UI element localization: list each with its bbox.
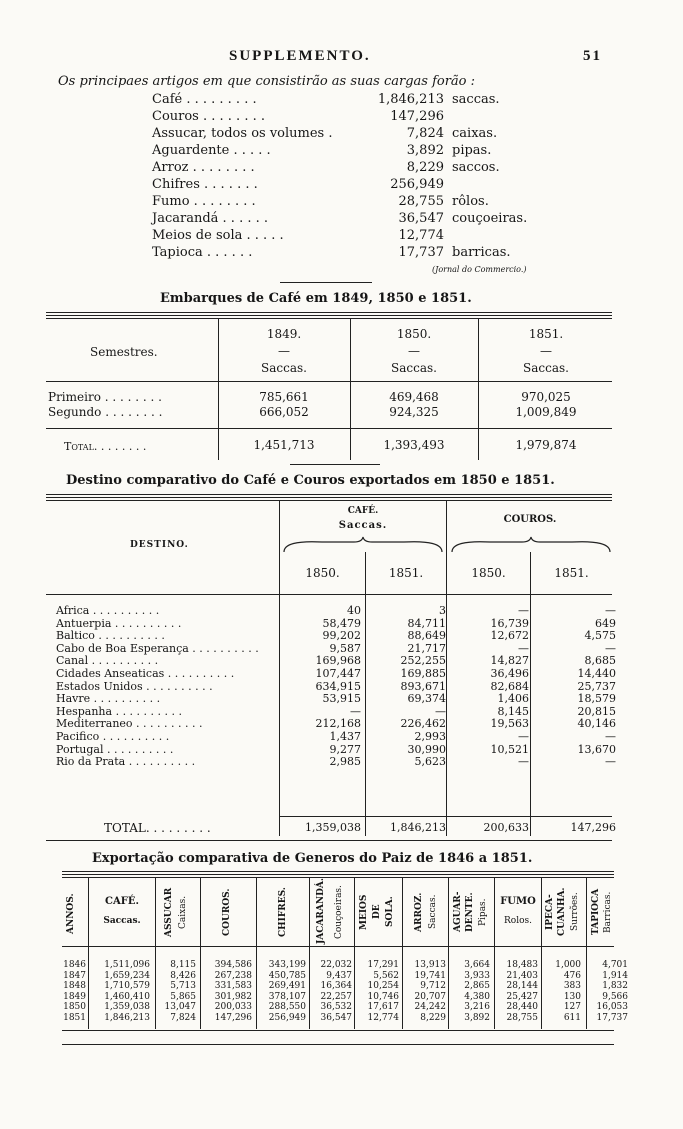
assucar-column <box>158 960 196 1024</box>
table-cell: 256,949 <box>268 1012 306 1023</box>
table-cell: 450,785 <box>268 970 306 981</box>
table-rule <box>62 871 614 875</box>
table-cell: 301,982 <box>214 991 252 1002</box>
table-row-label: Primeiro . . . . . . . . <box>48 390 162 404</box>
cargo-item-value: 256,949 <box>390 177 444 192</box>
table-cell: 4,575 <box>584 629 616 643</box>
cafe-1850-column <box>280 605 361 769</box>
couros-column <box>204 960 252 1024</box>
table-cell: 18,579 <box>577 692 616 706</box>
destination-name: Estados Unidos . . . . . . . . . . <box>56 679 213 693</box>
column-rule <box>354 877 355 1029</box>
table-cell: 1,000 <box>555 960 581 970</box>
year-header: 1850. <box>471 566 506 580</box>
table-cell: 16,739 <box>490 616 529 630</box>
cargo-item-value: 17,737 <box>398 245 444 260</box>
table-cell: 394,586 <box>214 960 252 970</box>
destination-name: Cabo de Boa Esperança . . . . . . . . . . <box>56 641 259 655</box>
embarques-title: Embarques de Café em 1849, 1850 e 1851. <box>160 291 472 306</box>
cafe-1851-column <box>366 605 446 769</box>
table-cell: 16,053 <box>596 1002 628 1013</box>
divider <box>280 282 372 283</box>
table-cell: 36,496 <box>490 666 529 680</box>
table-cell: 20,815 <box>577 704 616 718</box>
table-cell: 58,479 <box>322 616 361 630</box>
table-cell: 19,563 <box>490 717 529 731</box>
table-cell: 14,440 <box>577 666 616 680</box>
year-header: 1849. — Saccas. <box>261 327 307 375</box>
table-cell: 3,933 <box>464 970 490 981</box>
table-cell: 1,832 <box>602 981 628 992</box>
table-cell: — <box>518 641 529 655</box>
cargo-item-unit: pipas. <box>452 143 492 158</box>
table-cell: 127 <box>563 1002 581 1013</box>
cargo-source: (Jornal do Commercio.) <box>432 265 527 274</box>
cargo-item-value: 12,774 <box>398 228 444 243</box>
table-cell: — <box>605 604 616 617</box>
table-cell: — <box>605 641 616 655</box>
table-cell: — <box>605 755 616 769</box>
destination-name: Mediterraneo . . . . . . . . . . <box>56 717 203 731</box>
cargo-item-unit: barricas. <box>452 245 511 260</box>
cargo-item-name: Meios de sola . . . . . <box>152 228 284 243</box>
column-rule <box>218 318 219 460</box>
cargo-item-value: 3,892 <box>406 143 444 158</box>
table-cell: 19,741 <box>414 970 446 981</box>
destination-name: Africa . . . . . . . . . . <box>56 604 160 617</box>
year-cell: 1850 <box>63 1002 86 1013</box>
header-ipeca: CUANHA. <box>557 887 567 937</box>
column-rule <box>448 877 449 1029</box>
table-cell: — <box>518 729 529 743</box>
destination-name: Canal . . . . . . . . . . <box>56 654 159 668</box>
table-cell: 9,566 <box>602 991 628 1002</box>
destination-list <box>56 605 278 769</box>
cargo-item-unit: couçoeiras. <box>452 211 528 226</box>
cargo-item-name: Fumo . . . . . . . . <box>152 194 256 209</box>
header-aguardente-unit: Pipas. <box>478 898 488 926</box>
table-cell: 22,257 <box>320 991 352 1002</box>
header-cafe-unit: Saccas. <box>103 916 141 926</box>
table-cell: 1,406 <box>497 692 529 706</box>
table-cell: 99,202 <box>322 629 361 643</box>
table-cell: 4,380 <box>464 991 490 1002</box>
cargo-item-unit <box>452 177 527 194</box>
table-cell: 20,707 <box>414 991 446 1002</box>
table-cell: 5,562 <box>373 970 399 981</box>
table-cell: 1,437 <box>329 729 361 743</box>
header-arroz: ARROZ. <box>414 892 424 932</box>
tapioca-column <box>588 960 628 1024</box>
table-cell: 28,440 <box>506 1002 538 1013</box>
table-cell: 130 <box>563 991 581 1002</box>
running-head: SUPPLEMENTO. <box>229 48 371 64</box>
cafe-header: CAFÉ. <box>347 506 379 516</box>
column-rule <box>402 877 403 1029</box>
table-rule <box>62 1044 614 1045</box>
cargo-item-name: Jacarandá . . . . . . <box>152 211 268 226</box>
table-cell: — <box>518 755 529 769</box>
table-cell: 25,737 <box>577 679 616 693</box>
column-rule <box>586 877 587 1029</box>
years-column <box>62 960 86 1024</box>
table-cell: 13,047 <box>164 1002 196 1013</box>
table-cell: 1,511,096 <box>104 960 150 970</box>
cargo-item-value: 36,547 <box>398 211 444 226</box>
table-cell: — <box>435 704 446 718</box>
table-cell: 1,710,579 <box>104 981 150 992</box>
column-rule <box>478 318 479 460</box>
header-meios: DE <box>372 904 382 920</box>
table-cell: 2,993 <box>414 729 446 743</box>
table-cell: 343,199 <box>268 960 306 970</box>
cargo-item-unit: saccas. <box>452 92 500 107</box>
destination-name: Pacifico . . . . . . . . . . <box>56 729 170 743</box>
table-cell: 9,587 <box>329 641 361 655</box>
table-cell: 10,254 <box>367 981 399 992</box>
header-anos: ANNOS. <box>66 893 76 935</box>
table-cell: 3,892 <box>464 1012 490 1023</box>
year-header: 1850. <box>305 566 340 580</box>
header-meios: SOLA. <box>385 896 395 928</box>
table-cell: 16,364 <box>320 981 352 992</box>
cargo-item-name: Assucar, todos os volumes . <box>152 126 333 141</box>
destination-name: Hespanha . . . . . . . . . . <box>56 704 183 718</box>
column-rule <box>350 318 351 460</box>
table-cell: 8,229 <box>420 1012 446 1023</box>
total-1850: 1,393,493 <box>383 438 445 452</box>
table-cell: 40 <box>347 604 361 617</box>
table-cell: 3,664 <box>464 960 490 970</box>
table-cell: 28,755 <box>506 1012 538 1023</box>
header-couros: COUROS. <box>222 888 232 936</box>
total-cafe-1850: 1,359,038 <box>305 821 361 834</box>
divider <box>290 464 380 465</box>
column-rule <box>309 877 310 1029</box>
table-rule <box>46 594 612 595</box>
table-cell: 5,865 <box>170 991 196 1002</box>
table-cell: 7,824 <box>170 1012 196 1023</box>
total-label: Total. . . . . . . . <box>64 440 147 453</box>
cargo-item-value: 28,755 <box>398 194 444 209</box>
cargo-item-unit <box>452 109 527 126</box>
table-cell: 21,717 <box>407 641 446 655</box>
table-rule <box>46 428 612 429</box>
table-row-label: Segundo . . . . . . . . <box>48 405 163 419</box>
table-rule <box>46 840 612 841</box>
table-cell: 18,483 <box>506 960 538 970</box>
table-cell: 82,684 <box>490 679 529 693</box>
table-cell: 8,426 <box>170 970 196 981</box>
table-cell: 14,827 <box>490 654 529 668</box>
values-1851: 970,025 1,009,849 <box>515 390 577 419</box>
table-cell: 22,032 <box>320 960 352 970</box>
couros-1850-column <box>447 605 529 769</box>
table-cell: 10,521 <box>490 742 529 756</box>
table-cell: 3 <box>439 604 446 617</box>
cargo-item-unit: rôlos. <box>452 194 489 209</box>
table-cell: 8,115 <box>170 960 196 970</box>
header-fumo-unit: Rolos. <box>504 916 532 926</box>
table-cell: 269,491 <box>268 981 306 992</box>
table-rule <box>46 312 612 316</box>
table-cell: 69,374 <box>407 692 446 706</box>
table-cell: 383 <box>563 981 581 992</box>
header-jacaranda-unit: Couçoeiras. <box>334 885 344 939</box>
table-cell: 88,649 <box>407 629 446 643</box>
table-cell: — <box>518 604 529 617</box>
table-cell: 200,033 <box>214 1002 252 1013</box>
aguardente-column <box>450 960 490 1024</box>
table-cell: 84,711 <box>407 616 446 630</box>
table-cell: 1,846,213 <box>104 1012 150 1023</box>
table-cell: — <box>605 729 616 743</box>
header-assucar: ASSUCAR <box>164 887 174 937</box>
total-1851: 1,979,874 <box>515 438 577 452</box>
column-rule <box>541 877 542 1029</box>
table-cell: 1,460,410 <box>104 991 150 1002</box>
table-cell: 9,437 <box>326 970 352 981</box>
table-cell: 1,359,038 <box>104 1002 150 1013</box>
table-cell: 331,583 <box>214 981 252 992</box>
table-rule <box>62 1030 614 1031</box>
table-cell: 4,701 <box>602 960 628 970</box>
cargo-item-unit: caixas. <box>452 126 498 141</box>
year-cell: 1848 <box>63 981 86 992</box>
table-cell: 36,547 <box>320 1012 352 1023</box>
header-ipeca: IPECA- <box>545 894 555 930</box>
table-cell: 2,985 <box>329 755 361 769</box>
table-cell: 212,168 <box>315 717 361 731</box>
values-1850: 469,468 924,325 <box>389 390 439 419</box>
table-cell: 476 <box>563 970 581 981</box>
table-cell: 611 <box>563 1012 581 1023</box>
destination-name: Baltico . . . . . . . . . . <box>56 629 165 643</box>
header-jacaranda: JACARANDÁ. <box>316 878 326 944</box>
table-cell: 12,672 <box>490 629 529 643</box>
brace-cafe <box>282 536 444 554</box>
table-cell: 1,659,234 <box>104 970 150 981</box>
table-cell: 252,255 <box>400 654 446 668</box>
header-meios: MEIOS <box>359 894 369 930</box>
year-header: 1850. — Saccas. <box>391 327 437 375</box>
total-cafe-1851: 1,846,213 <box>390 821 446 834</box>
table-cell: 13,913 <box>414 960 446 970</box>
header-cafe: CAFÉ. <box>105 896 139 907</box>
fumo-column <box>496 960 538 1024</box>
cargo-item-name: Chifres . . . . . . . <box>152 177 258 192</box>
cargo-item-unit <box>452 228 527 245</box>
values-1849: 785,661 666,052 <box>259 390 309 419</box>
table-cell: 169,885 <box>400 666 446 680</box>
table-cell: 28,144 <box>506 981 538 992</box>
table-cell: 17,291 <box>367 960 399 970</box>
cargo-item-value: 8,229 <box>406 160 444 175</box>
jacaranda-column <box>311 960 352 1024</box>
table-cell: 634,915 <box>315 679 361 693</box>
table-cell: 893,671 <box>400 679 446 693</box>
table-rule <box>280 816 612 817</box>
chifres-column <box>258 960 306 1024</box>
column-rule <box>155 877 156 1029</box>
cargo-values <box>370 92 444 262</box>
couros-header: COUROS. <box>503 514 557 525</box>
table-cell: 267,238 <box>214 970 252 981</box>
cargo-item-value: 1,846,213 <box>377 92 444 107</box>
arroz-column <box>404 960 446 1024</box>
header-aguardente: DENTE. <box>465 892 475 932</box>
table-cell: 24,242 <box>414 1002 446 1013</box>
table-cell: 107,447 <box>315 666 361 680</box>
table-cell: 36,532 <box>320 1002 352 1013</box>
table-cell: 288,550 <box>268 1002 306 1013</box>
column-rule <box>200 877 201 1029</box>
meios-column <box>356 960 399 1024</box>
cargo-item-value: 147,296 <box>390 109 444 124</box>
table-cell: 5,713 <box>170 981 196 992</box>
table-cell: 17,737 <box>596 1012 628 1023</box>
table-cell: 8,685 <box>584 654 616 668</box>
table-cell: 8,145 <box>497 704 529 718</box>
table-rule <box>62 946 614 947</box>
couros-1851-column <box>531 605 616 769</box>
header-aguardente: AGUAR- <box>453 891 463 933</box>
cargo-intro: Os principaes artigos em que consistirão as suas cargas forão : <box>58 74 476 89</box>
table-cell: 30,990 <box>407 742 446 756</box>
table-cell: 10,746 <box>367 991 399 1002</box>
table-cell: 40,146 <box>577 717 616 731</box>
header-tapioca-unit: Barricas. <box>603 891 613 933</box>
table-cell: 53,915 <box>322 692 361 706</box>
cargo-units <box>452 92 527 262</box>
ipeca-column <box>543 960 581 1024</box>
table-cell: 13,670 <box>577 742 616 756</box>
header-tapioca: TAPIOCA <box>591 888 601 936</box>
total-couros-1851: 147,296 <box>570 821 616 834</box>
table-cell: 5,623 <box>414 755 446 769</box>
cargo-item-name: Aguardente . . . . . <box>152 143 271 158</box>
header-ipeca-unit: Surrões. <box>570 892 580 932</box>
table-cell: 3,216 <box>464 1002 490 1013</box>
table-cell: 378,107 <box>268 991 306 1002</box>
cargo-item-name: Tapioca . . . . . . <box>152 245 253 260</box>
column-rule <box>256 877 257 1029</box>
table-cell: 12,774 <box>367 1012 399 1023</box>
year-header: 1851. — Saccas. <box>523 327 569 375</box>
cargo-item-name: Café . . . . . . . . . <box>152 92 257 107</box>
header-chifres: CHIFRES. <box>278 887 288 937</box>
cafe-column <box>92 960 150 1024</box>
brace-couros <box>450 536 612 554</box>
total-label: TOTAL. . . . . . . . . <box>104 821 211 835</box>
year-header: 1851. <box>388 566 424 580</box>
destination-name: Rio da Prata . . . . . . . . . . <box>56 755 196 769</box>
table-cell: 169,968 <box>315 654 361 668</box>
table-rule <box>62 877 614 878</box>
table-cell: 21,403 <box>506 970 538 981</box>
table-rule <box>46 381 612 382</box>
cargo-item-unit: saccos. <box>452 160 500 175</box>
table-cell: 1,914 <box>602 970 628 981</box>
header-fumo: FUMO <box>500 896 536 907</box>
table-cell: 2,865 <box>464 981 490 992</box>
page-number: 51 <box>583 48 602 64</box>
table-cell: 226,462 <box>400 717 446 731</box>
table-cell: — <box>350 704 361 718</box>
year-header: 1851. <box>554 566 589 580</box>
table-cell: 25,427 <box>506 991 538 1002</box>
total-1849: 1,451,713 <box>253 438 315 452</box>
cargo-item-name: Couros . . . . . . . . <box>152 109 265 124</box>
row-header: Semestres. <box>90 345 158 359</box>
destination-name: Cidades Anseaticas . . . . . . . . . . <box>56 666 235 680</box>
cargo-item-value: 7,824 <box>406 126 444 141</box>
cargo-item-name: Arroz . . . . . . . . <box>152 160 255 175</box>
table-cell: 649 <box>595 616 616 630</box>
total-couros-1850: 200,633 <box>483 821 529 834</box>
row-labels <box>48 390 162 420</box>
destino-header: DESTINO. <box>130 540 189 550</box>
table-cell: 147,296 <box>214 1012 252 1023</box>
table-cell: 17,617 <box>367 1002 399 1013</box>
year-cell: 1849 <box>63 991 86 1002</box>
cargo-names <box>152 92 362 262</box>
table-cell: 9,277 <box>329 742 361 756</box>
header-arroz-unit: Saccas. <box>428 894 438 930</box>
destination-name: Portugal . . . . . . . . . . <box>56 742 174 756</box>
destino-title: Destino comparativo do Café e Couros exportados em 1850 e 1851. <box>66 473 555 488</box>
year-cell: 1851 <box>63 1012 86 1023</box>
cafe-unit: Saccas. <box>338 520 388 531</box>
table-rule <box>46 500 612 501</box>
table-rule <box>46 494 612 498</box>
exportacao-title: Exportação comparativa de Generos do Paiz de 1846 a 1851. <box>92 851 533 866</box>
destination-name: Havre . . . . . . . . . . <box>56 692 161 706</box>
header-assucar-unit: Caixas. <box>178 895 188 929</box>
table-cell: 9,712 <box>420 981 446 992</box>
year-cell: 1847 <box>63 970 86 981</box>
table-rule <box>46 318 612 319</box>
destination-name: Antuerpia . . . . . . . . . . <box>56 616 182 630</box>
year-cell: 1846 <box>63 960 86 970</box>
